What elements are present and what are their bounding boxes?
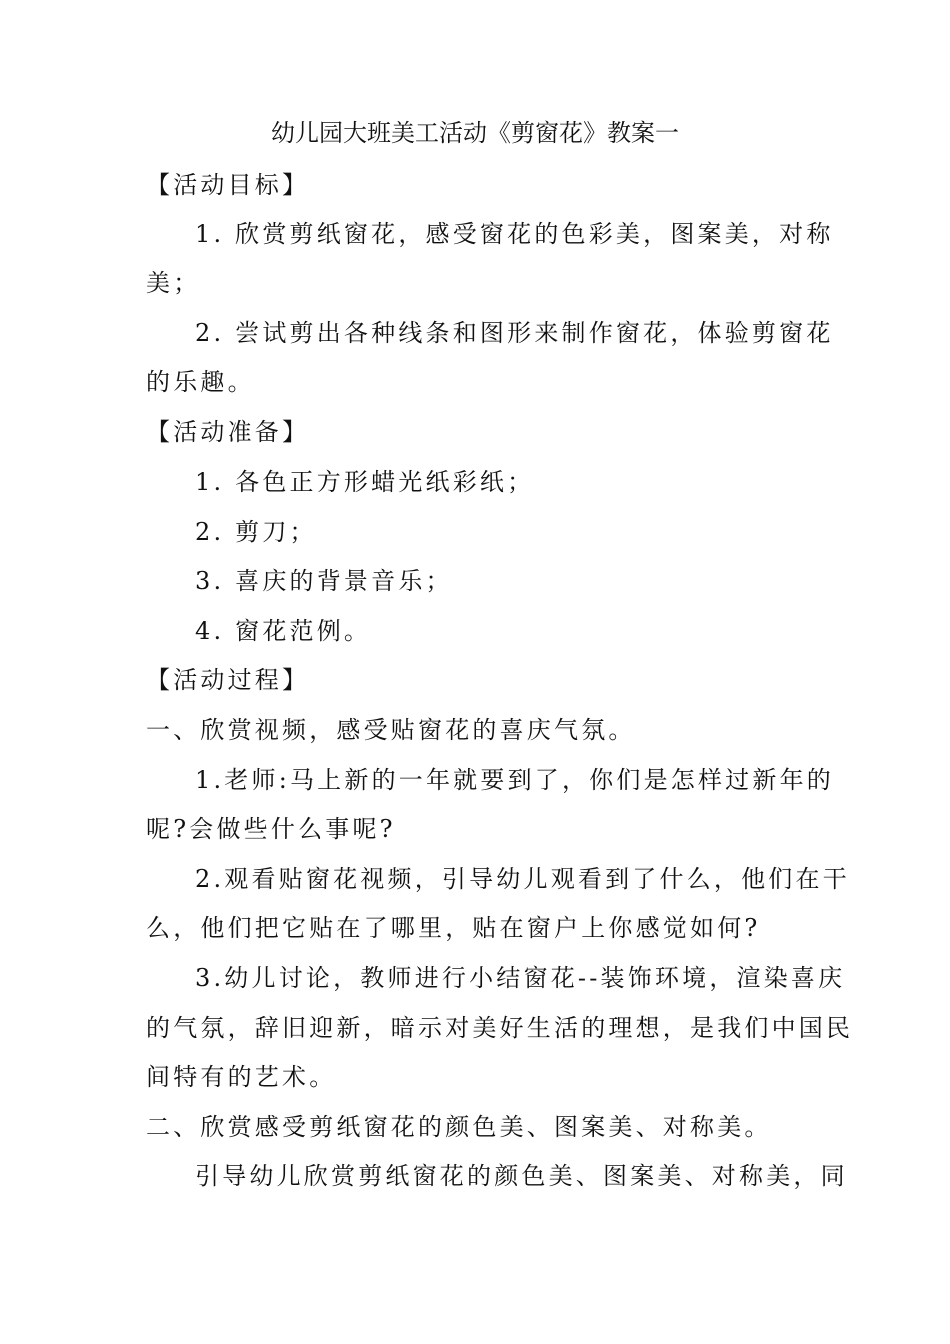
paragraph-line: 呢?会做些什么事呢? [146,815,396,843]
list-item: 1. 各色正方形蜡光纸彩纸； [195,468,535,496]
paragraph-line: 美； [146,269,201,297]
section-heading-goals: 【活动目标】 [146,171,310,199]
paragraph-line: 2.观看贴窗花视频，引导幼儿观看到了什么，他们在干 [195,865,850,893]
paragraph-line: 的气氛，辞旧迎新，暗示对美好生活的理想，是我们中国民 [146,1014,854,1042]
subheading: 二、欣赏感受剪纸窗花的颜色美、图案美、对称美。 [146,1113,772,1141]
list-item: 2. 剪刀； [195,518,317,546]
paragraph-line: 2. 尝试剪出各种线条和图形来制作窗花，体验剪窗花 [195,319,834,347]
document-title: 幼儿园大班美工活动《剪窗花》教案一 [271,119,679,147]
paragraph-line: 么，他们把它贴在了哪里，贴在窗户上你感觉如何? [146,914,761,942]
paragraph-line: 的乐趣。 [146,368,255,396]
paragraph-line: 间特有的艺术。 [146,1063,337,1091]
paragraph-line: 引导幼儿欣赏剪纸窗花的颜色美、图案美、对称美，同 [195,1162,848,1190]
section-heading-process: 【活动过程】 [146,666,310,694]
list-item: 3. 喜庆的背景音乐； [195,567,453,595]
paragraph-line: 3.幼儿讨论，教师进行小结窗花--装饰环境，渲染喜庆 [195,964,846,992]
paragraph-line: 1.老师:马上新的一年就要到了，你们是怎样过新年的 [195,766,834,794]
section-heading-preparation: 【活动准备】 [146,418,310,446]
paragraph-line: 1. 欣赏剪纸窗花，感受窗花的色彩美，图案美，对称 [195,220,834,248]
subheading: 一、欣赏视频，感受贴窗花的喜庆气氛。 [146,716,636,744]
list-item: 4. 窗花范例。 [195,617,372,645]
